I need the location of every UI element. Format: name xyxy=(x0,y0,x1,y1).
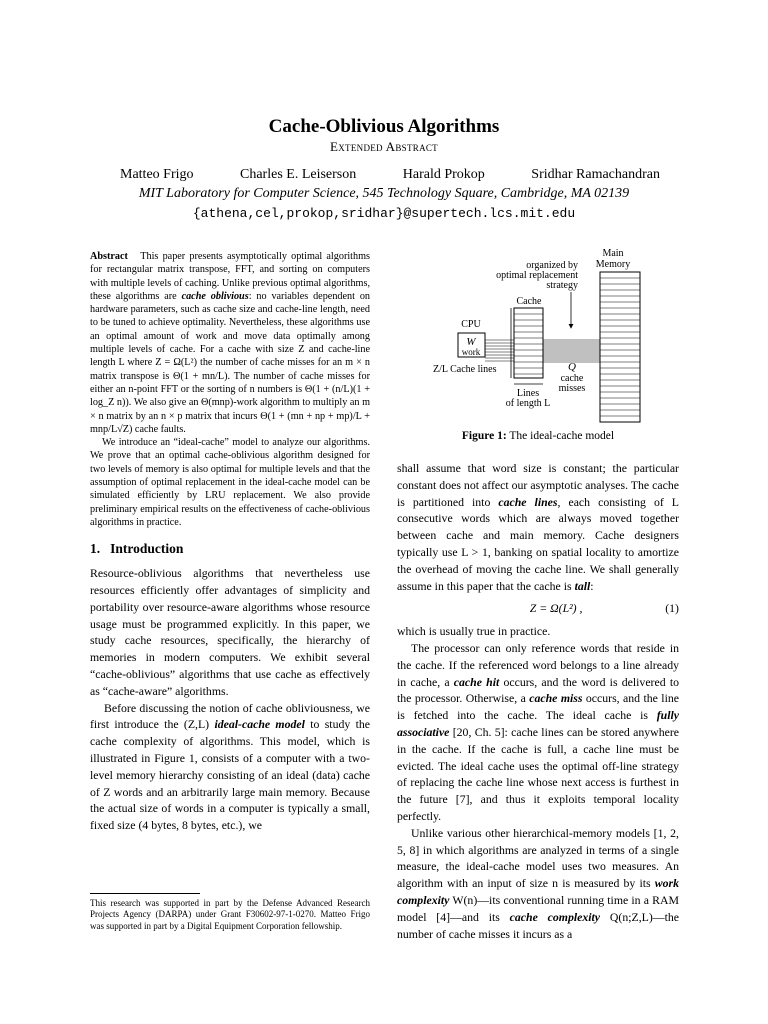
label-misses-word: misses xyxy=(558,383,586,394)
body-text: occurs, and the word is delivered to the processor. Otherwise, a xyxy=(397,674,679,706)
body-paragraph xyxy=(397,640,679,825)
body-text: W(n)—its conventional running time in a RAM model [4]—and its xyxy=(397,892,679,924)
author-list xyxy=(120,167,660,183)
term-cache-lines: cache lines xyxy=(498,494,558,509)
label-of-length-l: of length L xyxy=(505,398,551,409)
label-optimal-replacement: optimal replacement xyxy=(496,270,578,281)
label-cpu: CPU xyxy=(461,319,481,330)
paper-title: Cache-Oblivious Algorithms xyxy=(268,116,500,137)
abstract xyxy=(90,250,370,529)
section-heading xyxy=(90,541,370,557)
paper-subtitle: Extended Abstract xyxy=(330,139,438,154)
author-name: Charles E. Leiserson xyxy=(240,167,357,182)
left-column xyxy=(90,250,370,834)
section-title: Introduction xyxy=(110,541,184,557)
main-memory-block xyxy=(600,272,640,422)
term-cache-complexity: cache complexity xyxy=(509,909,601,924)
equation-1 xyxy=(397,600,679,617)
figure-caption xyxy=(397,430,679,442)
term-cache-miss: cache miss xyxy=(529,691,583,706)
body-text: to study the cache complexity of algorithms. This model, which is illustrated in Figure 1, consists of a computer with a two-level memory hierarchy consisting of an ideal (data) cache of Z words and an arbitrarily large main memory. Because the actual size of words in a computer is typically a small, fixed size (4 bytes, 8 bytes, etc.), we xyxy=(90,717,371,833)
label-main: Main xyxy=(602,248,624,259)
footnote: This research was supported in part by the Defense Advanced Research Projects Agency (DARPA) under Grant F30602-97-1-0270. Matteo Frigo was supported in part by a Digital Equipment Corporation fellowship. xyxy=(90,898,370,931)
label-memory: Memory xyxy=(595,259,631,270)
term-ideal-cache-model: ideal-cache model xyxy=(214,717,305,732)
body-text: The processor can only reference words that reside in the cache. If the referenced word belongs to a line already in cache, a xyxy=(397,640,679,689)
term-cache-hit: cache hit xyxy=(453,674,500,689)
body-text: Q(n;Z,L)—the number of cache misses it incurs as a xyxy=(397,909,679,941)
abstract-label: Abstract xyxy=(90,251,128,262)
equation-number: (1) xyxy=(665,601,679,616)
affiliation: MIT Laboratory for Computer Science, 545 Technology Square, Cambridge, MA 02139 xyxy=(138,186,630,201)
body-paragraph xyxy=(90,700,370,834)
label-q: Q xyxy=(568,361,576,373)
body-text: Before discussing the notion of cache obliviousness, we first introduce the (Z,L) xyxy=(90,700,370,732)
right-column xyxy=(397,460,679,942)
author-name: Sridhar Ramachandran xyxy=(531,167,660,182)
label-zl-cache-lines: Z/L Cache lines xyxy=(433,364,497,375)
term-work-complexity: work complexity xyxy=(397,876,679,907)
body-text: , each consisting of L consecutive words which are always moved together between cache and main memory. Cache designers typically use L > 1, banking on spatial locality to amortize the overhead of moving the cache line. We shall generally assume in this paper that the cache is xyxy=(397,494,679,593)
label-w: W xyxy=(466,336,476,348)
term-cache-oblivious: cache oblivious xyxy=(181,290,249,302)
abstract-text: This paper presents asymptotically optimal algorithms for rectangular matrix transpose, FFT, and sorting on computers with multiple levels of caching. Unlike previous optimal algorithms, these algorithms are xyxy=(90,251,370,302)
author-name: Matteo Frigo xyxy=(120,167,194,182)
body-text: [20, Ch. 5]: cache lines can be stored anywhere in the cache. If the cache is full, a cache line must be evicted. The ideal cache uses the optimal off-line strategy of replacing the cache line whose next access is furthest in the future [7], and thus it exploits temporal locality perfectly. xyxy=(397,724,679,823)
label-strategy: strategy xyxy=(546,280,578,291)
section-number: 1. xyxy=(90,541,101,557)
term-fully-associative: fully associative xyxy=(397,708,679,739)
abstract-paragraph xyxy=(90,250,370,436)
figure-caption-text: The ideal-cache model xyxy=(506,430,615,442)
body-text: Unlike various other hierarchical-memory models [1, 2, 5, 8] in which algorithms are analyzed in terms of a single measure, the ideal-cache model uses two measures. An algorithm with an input of size n is measured by its xyxy=(397,825,679,891)
label-work: work xyxy=(461,347,481,357)
body-paragraph xyxy=(397,825,679,943)
label-lines: Lines xyxy=(516,388,540,399)
equation-body: Z = Ω(L²) , xyxy=(529,601,583,616)
body-text: occurs, and the line is fetched into the cache. The ideal cache is xyxy=(397,691,679,723)
figure-caption-label: Figure 1: xyxy=(461,430,507,442)
label-organized-by: organized by xyxy=(526,260,578,271)
body-paragraph xyxy=(397,460,679,594)
body-text: : xyxy=(590,578,594,593)
term-tall: tall xyxy=(574,578,591,593)
cache-block xyxy=(514,308,543,378)
figure-ideal-cache-model xyxy=(397,242,679,447)
abstract-paragraph: We introduce an “ideal-cache” model to analyze our algorithms. We prove that an optimal cache-oblivious algorithm designed for two levels of memory is also optimal for multiple levels and that the assumption of optimal replacement in the ideal-cache model can be simulated efficiently by LRU replacement. We also provide preliminary empirical results on the effectiveness of cache-oblivious algorithms in practice. xyxy=(90,437,370,528)
abstract-text: : no variables dependent on hardware parameters, such as cache size and cache-line length, need to be tuned to achieve optimality. Nevertheless, these algorithms use an optimal amount of work and move data optimally among multiple levels of cache. For a cache with size Z and cache-line length L where Z = Ω(L²) the number of cache misses for an m × n matrix transpose is Θ(1 + mn/L). The number of cache misses for either an n-point FFT or the sorting of n numbers is Θ(1 + (n/L)(1 + log_Z n)). We also give an Θ(mnp)-work algorithm to multiply an m × n matrix by an n × p matrix that incurs Θ(1 + (mn + np + mp)/L + mnp/L√Z) cache faults. xyxy=(90,290,371,435)
body-paragraph: which is usually true in practice. xyxy=(397,624,551,639)
body-paragraph: Resource-oblivious algorithms that nevertheless use resources efficiently offer advantages of simplicity and portability over resource-aware algorithms whose resource usage must be programmed explicitly. In this paper, we study cache resources, specifically, the hierarchy of memories in modern computers. We exhibit several “cache-oblivious” algorithms that use cache as effectively as “cache-aware” algorithms. xyxy=(90,566,370,698)
section-body xyxy=(90,565,370,834)
body-text: shall assume that word size is constant; the particular constant does not affect our asymptotic analyses. The cache is partitioned into xyxy=(397,461,679,509)
label-cache: Cache xyxy=(516,296,542,307)
footnote-rule xyxy=(90,893,200,894)
author-name: Harald Prokop xyxy=(402,167,485,182)
email-addresses: {athena,cel,prokop,sridhar}@supertech.lcs.mit.edu xyxy=(192,206,576,221)
label-cache-word: cache xyxy=(560,373,584,384)
